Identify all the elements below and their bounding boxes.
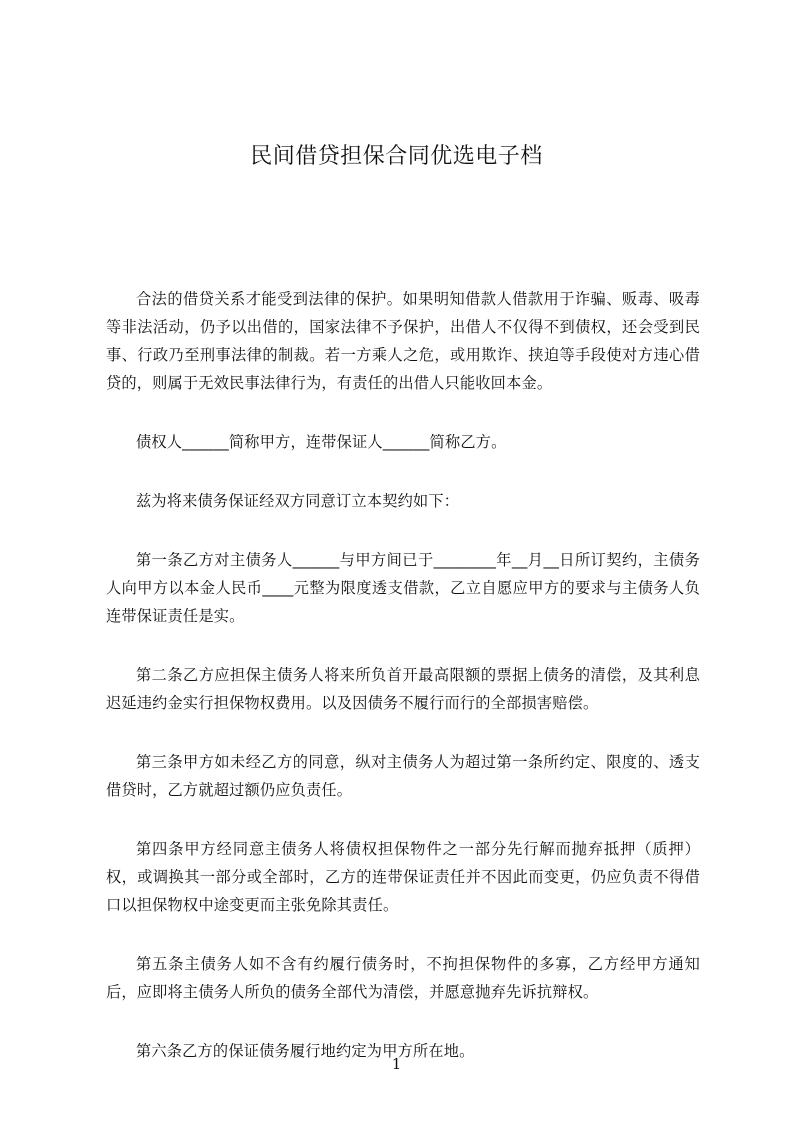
- paragraph-agreement-intro: 兹为将来债务保证经双方同意订立本契约如下：: [136, 492, 460, 510]
- paragraph-article-4: 第四条甲方经同意主债务人将债权担保物件之一部分先行解而抛弃抵押（质押）权，或调换其一部分或全部时，乙方的连带保证责任并不因此而变更，仍应负责不得借口以担保物权中途变更而主张免除其责任。: [106, 840, 700, 914]
- document-body: [106, 285, 700, 1096]
- document-title: 民间借贷担保合同优选电子档: [250, 144, 543, 169]
- paragraph-article-1: 第一条乙方对主债务人______与甲方间已于________年__月__日所订契约，主债务人向甲方以本金人民币____元整为限度透支借款，乙立自愿应甲方的要求与主债务人负连带保证责任是实。: [106, 551, 700, 625]
- paragraph-article-3: 第三条甲方如未经乙方的同意，纵对主债务人为超过第一条所约定、限度的、透支借贷时，乙方就超过额仍应负责任。: [106, 753, 700, 799]
- paragraph-intro: 合法的借贷关系才能受到法律的保护。如果明知借款人借款用于诈骗、贩毒、吸毒等非法活动，仍予以出借的，国家法律不予保护，出借人不仅得不到债权，还会受到民事、行政乃至刑事法律的制裁。若一方乘人之危，或用欺诈、挟迫等手段使对方违心借贷的，则属于无效民事法律行为，有责任的出借人只能收回本金。: [106, 290, 700, 392]
- page-number: 1: [391, 1055, 402, 1073]
- paragraph-parties: 债权人______简称甲方，连带保证人______简称乙方。: [136, 433, 507, 451]
- paragraph-article-5: 第五条主债务人如不含有约履行债务时，不拘担保物件的多寡，乙方经甲方通知后，应即将主债务人所负的债务全部代为清偿，并愿意抛弃先诉抗辩权。: [106, 955, 700, 1001]
- paragraph-article-6: 第六条乙方的保证债务履行地约定为甲方所在地。: [136, 1042, 475, 1060]
- paragraph-article-2: 第二条乙方应担保主债务人将来所负首开最高限额的票据上债务的清偿，及其利息迟延违约金实行担保物权费用。以及因债务不履行而行的全部损害赔偿。: [106, 666, 700, 712]
